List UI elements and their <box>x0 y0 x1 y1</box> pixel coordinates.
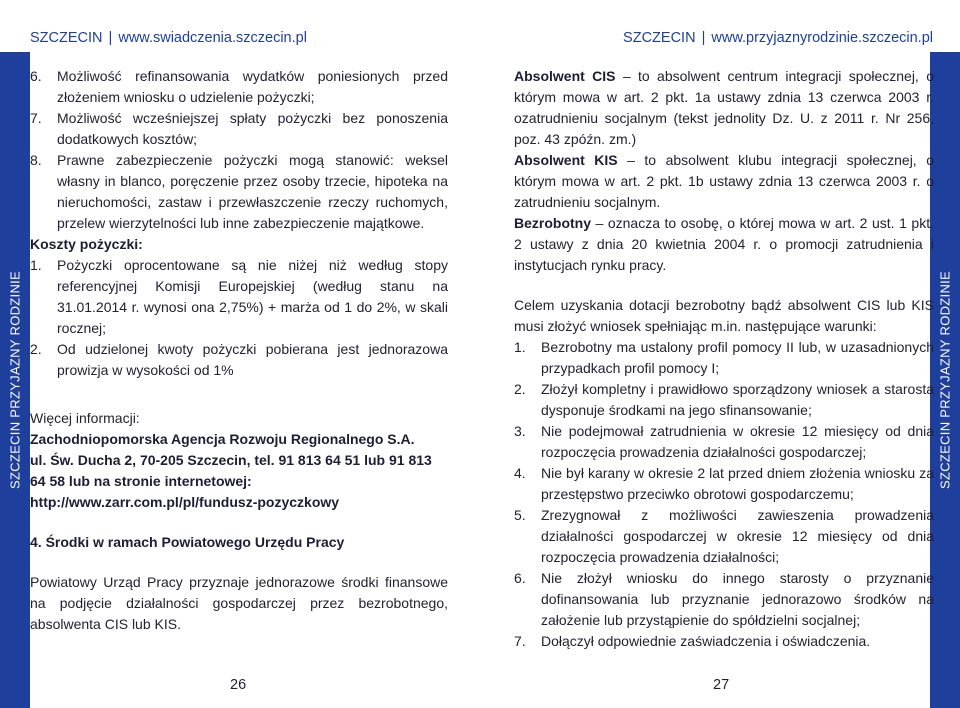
list-item <box>30 108 448 150</box>
list-item <box>514 337 934 379</box>
list-item <box>30 66 448 108</box>
section-4-heading: 4. Środki w ramach Powiatowego Urzędu Pracy <box>30 534 345 550</box>
page-number-right: 27 <box>713 677 730 693</box>
list-item-number: 2. <box>514 381 526 397</box>
list-item-text: Od udzielonej kwoty pożyczki pobierana jest jednorazowa prowizja w wysokości od 1% <box>57 341 448 378</box>
list-item <box>514 568 934 631</box>
agency-contact: ul. Św. Ducha 2, 70-205 Szczecin, tel. 91 813 64 51 lub 91 813 64 58 lub na stronie internetowej: http://www.zarr.com.pl/pl/fundusz-pozyczkowy <box>30 452 432 510</box>
header-right <box>480 0 960 52</box>
header-left <box>0 0 480 52</box>
definition <box>514 213 934 276</box>
header-right-separator: | <box>701 30 706 46</box>
list-item-number: 7. <box>30 110 42 126</box>
header-left-url[interactable]: www.swiadczenia.szczecin.pl <box>118 30 307 46</box>
list-item-number: 5. <box>514 507 526 523</box>
list-item-text: Prawne zabezpieczenie pożyczki mogą stanowić: weksel własny in blanco, poręczenie przez osoby trzecie, hipoteka na nieruchomości, zastaw i przewłaszczenie rzeczy ruchomych, przelew wierzytelności lub inne zabezpieczenie majątkowe. <box>57 152 448 231</box>
more-info-label: Więcej informacji: <box>30 410 140 426</box>
list-item <box>30 255 448 339</box>
list-item-number: 8. <box>30 152 42 168</box>
conditions-intro: Celem uzyskania dotacji bezrobotny bądź absolwent CIS lub KIS musi złożyć wniosek spełniając m.in. następujące warunki: <box>514 297 934 334</box>
list-item <box>514 421 934 463</box>
list-item <box>514 379 934 421</box>
list-item-number: 1. <box>514 339 526 355</box>
side-band-left <box>0 52 30 708</box>
list-item-number: 4. <box>514 465 526 481</box>
left-column <box>30 66 448 635</box>
list-item-number: 7. <box>514 633 526 649</box>
list-item-number: 1. <box>30 257 42 273</box>
list-item-text: Dołączył odpowiednie zaświadczenia i oświadczenia. <box>541 633 871 649</box>
list-item-text: Nie podejmował zatrudnienia w okresie 12 miesięcy od dnia rozpoczęcia prowadzenia działalności gospodarczej; <box>541 423 934 460</box>
list-item <box>514 631 934 652</box>
definition-term: Absolwent CIS <box>514 68 616 84</box>
definition <box>514 150 934 213</box>
definition-term: Absolwent KIS <box>514 152 618 168</box>
list-item-number: 6. <box>30 68 42 84</box>
list-item-text: Zrezygnował z możliwości zawieszenia prowadzenia działalności gospodarczej w okresie 12 miesięcy od dnia rozpoczęcia prowadzenia działalności; <box>541 507 934 565</box>
header-left-city: SZCZECIN <box>30 30 103 46</box>
header-right-city: SZCZECIN <box>623 30 696 46</box>
agency-name: Zachodniopomorska Agencja Rozwoju Regionalnego S.A. <box>30 431 415 447</box>
definition-text: – oznacza to osobę, o której mowa w art. 2 ust. 1 pkt. 2 ustawy z dnia 20 kwietnia 2004 r. o promocji zatrudnienia i instytucjach rynku pracy. <box>514 215 934 273</box>
definition-term: Bezrobotny <box>514 215 591 231</box>
page-number-left: 26 <box>230 677 247 693</box>
list-item-text: Bezrobotny ma ustalony profil pomocy II lub, w uzasadnionych przypadkach profil pomocy I; <box>541 339 934 376</box>
right-column <box>514 66 934 652</box>
list-item-text: Nie złożył wniosku do innego starosty o przyznanie dofinansowania lub przyznanie jednorazowo środków na założenie lub przystąpienie do spółdzielni socjalnej; <box>541 570 934 628</box>
list-item <box>30 339 448 381</box>
list-item-text: Możliwość refinansowania wydatków poniesionych przed złożeniem wniosku o udzielenie pożyczki; <box>57 68 448 105</box>
list-item-text: Nie był karany w okresie 2 lat przed dniem złożenia wniosku za przestępstwo przeciwko obrotowi gospodarczemu; <box>541 465 934 502</box>
list-item-text: Możliwość wcześniejszej spłaty pożyczki bez ponoszenia dodatkowych kosztów; <box>57 110 448 147</box>
list-item <box>514 505 934 568</box>
list-item-number: 3. <box>514 423 526 439</box>
list-item-number: 2. <box>30 341 42 357</box>
list-item <box>30 150 448 234</box>
header-right-url[interactable]: www.przyjaznyrodzinie.szczecin.pl <box>711 30 933 46</box>
list-item-text: Pożyczki oprocentowane są nie niżej niż według stopy referencyjnej Komisji Europejskiej (według stanu na 31.01.2014 r. wynosi ona 2,75%) + marża od 1 do 2%, w skali rocznej; <box>57 257 448 336</box>
header-left-separator: | <box>108 30 113 46</box>
definition-text: – to absolwent klubu integracji społecznej, o którym mowa w art. 2 pkt. 1b ustawy zdnia 13 czerwca 2003 r. o zatrudnieniu socjalnym. <box>514 152 934 210</box>
section-4-text: Powiatowy Urząd Pracy przyznaje jednorazowe środki finansowe na podjęcie działalności gospodarczej przez bezrobotnego, absolwenta CIS lub KIS. <box>30 574 448 632</box>
side-label-left: SZCZECIN PRZYJAZNY RODZINIE <box>7 270 23 490</box>
costs-heading: Koszty pożyczki: <box>30 236 143 252</box>
side-label-right: SZCZECIN PRZYJAZNY RODZINIE <box>937 270 953 490</box>
list-item-text: Złożył kompletny i prawidłowo sporządzony wniosek a starosta dysponuje środkami na jego sfinansowanie; <box>541 381 934 418</box>
definition-text: – to absolwent centrum integracji społecznej, o którym mowa w art. 2 pkt. 1a ustawy zdnia 13 czerwca 2003 r. ozatrudnieniu socjalnym (tekst jednolity Dz. U. z 2011 r. Nr 256, poz. 43 zpóźn. zm.) <box>514 68 934 147</box>
list-item-number: 6. <box>514 570 526 586</box>
side-band-right <box>930 52 960 708</box>
list-item <box>514 463 934 505</box>
definition <box>514 66 934 150</box>
